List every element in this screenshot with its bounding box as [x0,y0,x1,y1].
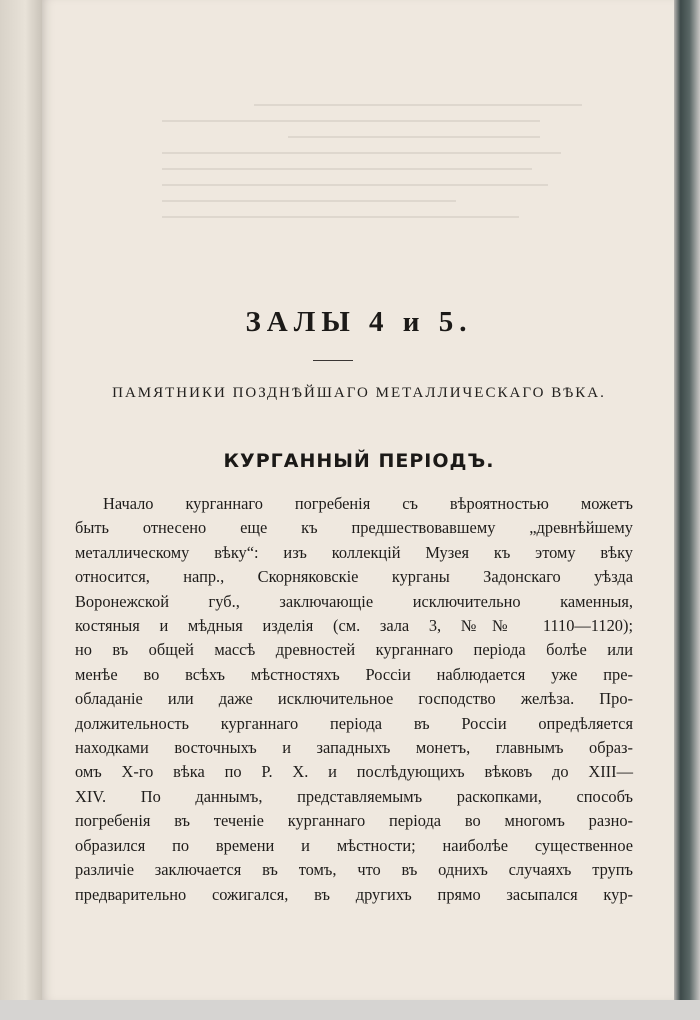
text-line: Начало курганнаго погребенія съ вѣроятностью можетъ [103,494,633,513]
text-line: Воронежской губ., заключающіе исключительно каменныя, [75,591,633,611]
text-line: относится, напр., Скорняковскіе курганы Задонскаго уѣзда [75,567,633,587]
text-line: XIV. По даннымъ, представляемымъ раскопками, способъ [75,786,633,806]
text-line: но въ общей массѣ древностей курганнаго періода болѣе или [75,640,633,660]
bleed-through-text [162,90,582,290]
text-line: менѣе во всѣхъ мѣстностяхъ Россіи наблюдается уже пре- [75,664,633,684]
text-line: находками восточныхъ и западныхъ монетъ, главнымъ образ- [75,738,633,758]
heading-divider [313,360,353,361]
text-line: омъ X-го вѣка по Р. Х. и послѣдующихъ вѣковъ до XIII— [75,762,633,782]
left-page-edge [0,0,42,1020]
book-cover-edge [674,0,700,1020]
text-line: различіе заключается въ томъ, что въ однихъ случаяхъ трупъ [75,860,633,880]
book-page [42,0,676,1000]
page-heading: ЗАЛЫ 4 и 5. [245,306,473,338]
text-line: быть отнесено еще къ предшествовавшему „древнѣйшему [75,518,633,538]
text-line: образился по времени и мѣстности; наиболѣе существенное [75,835,633,855]
text-line: обладаніе или даже исключительное господство желѣза. Про- [75,689,633,709]
section-title: КУРГАННЫЙ ПЕРІОДЪ. [223,450,495,472]
text-line: погребенія въ теченіе курганнаго періода во многомъ разно- [75,811,633,831]
text-line: костяныя и мѣдныя изделія (см. зала 3, №№ 1110—1120); [75,616,633,636]
background-surface [0,1000,700,1020]
text-line: металлическому вѣку“: изъ коллекцій Музея къ этому вѣку [75,542,633,562]
body-paragraph [75,492,633,907]
text-line: должительность курганнаго періода въ Россіи опредѣляется [75,713,633,733]
text-line: предварительно сожигался, въ другихъ прямо засыпался кур- [75,884,633,904]
page-subheading: ПАМЯТНИКИ ПОЗДНѢЙШАГО МЕТАЛЛИЧЕСКАГО ВѢКА. [112,385,606,401]
